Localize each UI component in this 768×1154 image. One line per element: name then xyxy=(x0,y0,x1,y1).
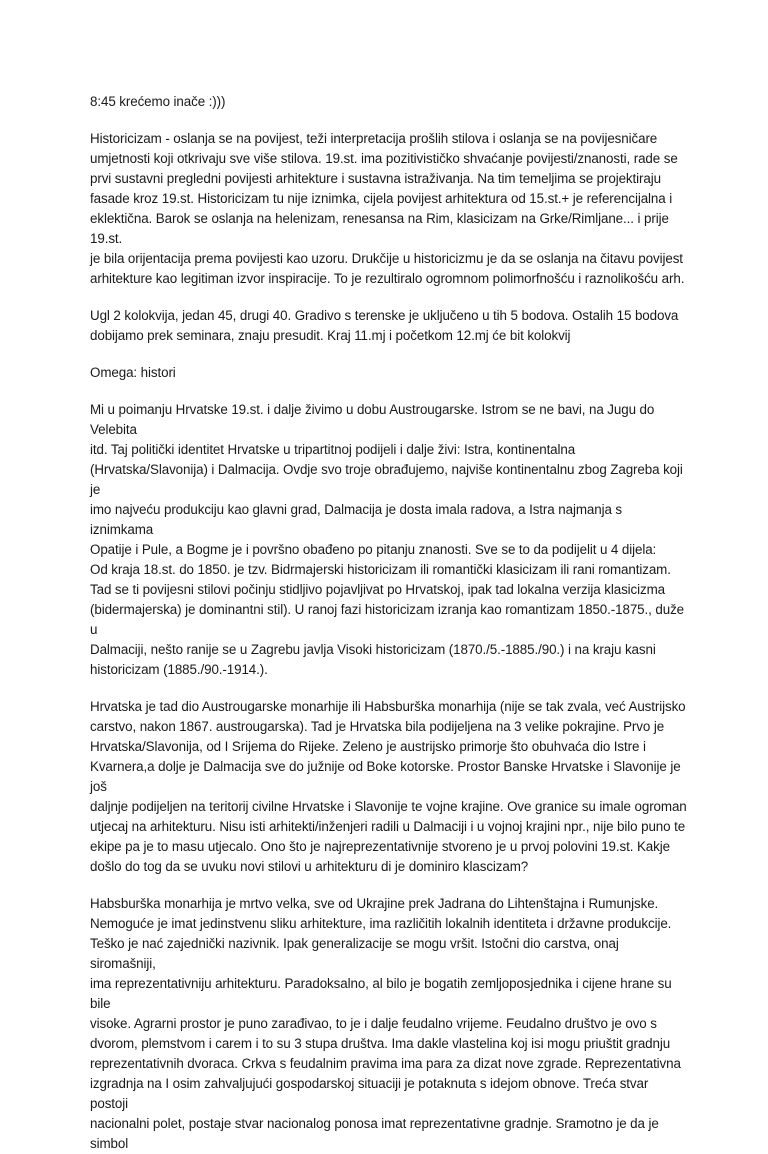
paragraph-kolokvij-info: Ugl 2 kolokvija, jedan 45, drugi 40. Gradivo s terenske je uključeno u tih 5 bodova. Ostalih 15 bodova dobijamo prek seminara, znaju presudit. Kraj 11.mj i početkom 12.mj će bit kolokvij xyxy=(90,308,679,343)
paragraph-time-note: 8:45 krećemo inače :))) xyxy=(90,94,226,109)
paragraph-habsburg-provinces: Hrvatska je tad dio Austrougarske monarhije ili Habsburška monarhija (nije se tak zvala, već Austrijsko carstvo, nakon 1867. austrougarska). Tad je Hrvatska bila podijeljena na 3 velike pokrajine. Prvo je Hrvatska/Slavonija, od I Srijema do Rijeke. Zeleno je austrijsko primorje što obuhvaća dio Istre i Kvarnera,a dolje je Dalmacija sve do južnije od Boke kotorske. Prostor Banske Hrvatske i Slavonije je još daljnje podijeljen na teritorij civilne Hrvatske i Slavonije te vojne krajine. Ove granice su imale ogroman utjecaj na arhitekturu. Nisu isti arhitekti/inženjeri radili u Dalmaciji i u vojnoj krajini npr., nije bilo puno te ekipe pa je to masu utjecalo. Ono što je najreprezentativnije stvoreno je u prvoj polovini 19.st. Kakje došlo do tog da se uvuku novi stilovi u arhitekturu di je dominiro klascizam? xyxy=(90,699,687,874)
paragraph-croatia-periods: Mi u poimanju Hrvatske 19.st. i dalje živimo u dobu Austrougarske. Istrom se ne bavi, na Jugu do Velebita itd. Taj politički identitet Hrvatske u tripartitnoj podijeli i dalje živi: Istra, kontinentalna (Hrvatska/Slavonija) i Dalmacija. Ovdje svo troje obrađujemo, najviše kontinentalnu zbog Zagreba koji je imo najveću produkciju kao glavni grad, Dalmacija je dosta imala radova, a Istra najmanja s iznimkama Opatije i Pule, a Bogme je i površno obađeno po pitanju znanosti. Sve se to da podijelit u 4 dijela: Od kraja 18.st. do 1850. je tzv. Bidrmajerski historicizam ili romantički klasicizam ili rani romantizam. Tad se ti povijesni stilovi počinju stidljivo pojavljivat po Hrvatskoj, ipak tad lokalna verzija klasicizma (bidermajerska) je dominantni stil). U ranoj fazi historicizam izranja kao romantizam 1850.-1875., duže u Dalmaciji, nešto ranije se u Zagrebu javlja Visoki historicizam (1870./5.-1885./90.) i na kraju kasni historicizam (1885./90.-1914.). xyxy=(90,402,685,677)
paragraph-omega-note: Omega: histori xyxy=(90,365,176,380)
paragraph-habsburg-architecture: Habsburška monarhija je mrtvo velka, sve od Ukrajine prek Jadrana do Lihtenštajna i Rumunjske. Nemoguće je imat jedinstvenu sliku arhitekture, ima različitih lokalnih identiteta i državne produkcije. Teško je nać zajednički nazivnik. Ipak generalizacije se mogu vršit. Istočni dio carstva, onaj siromašniji, ima reprezentativniju arhitekturu. Paradoksalno, al bilo je bogatih zemljoposjednika i cijene hrane su bile visoke. Agrarni prostor je puno zarađivao, to je i dalje feudalno vrijeme. Feudalno društvo je ovo s dvorom, plemstvom i carem i to su 3 stupa društva. Ima dakle vlastelina koj isi mogu priuštit gradnju reprezentativnih dvoraca. Crkva s feudalnim pravima ima para za dizat nove zgrade. Reprezentativna izgradnja na I osim zahvaljujući gospodarskoj situaciji je potaknuta s idejom obnove. Treća stvar postoji nacionalni polet, postaje stvar nacionalog ponosa imat reprezentativne gradnje. Sramotno je da je simbol xyxy=(90,896,681,1151)
paragraph-historicizam-definition: Historicizam - oslanja se na povijest, teži interpretacija prošlih stilova i oslanja se na povijesničare umjetnosti koji otkrivaju sve više stilova. 19.st. ima pozitivističko shvaćanje povijesti/znanosti, rade se prvi sustavni pregledni povijesti arhitekture i sustavna istraživanja. Na tim temeljima se projektiraju fasade kroz 19.st. Historicizam tu nije iznimka, cijela povijest arhitektura od 15.st.+ je referencijalna i eklektična. Barok se oslanja na helenizam, renesansa na Rim, klasicizam na Grke/Rimljane... i prije 19.st. je bila orijentacija prema povijesti kao uzoru. Drukčije u historicizmu je da se oslanja na čitavu povijest arhitekture kao legitiman izvor inspiracije. To je rezultiralo ogromnom polimorfnošću i raznolikošću arh. xyxy=(90,131,685,286)
